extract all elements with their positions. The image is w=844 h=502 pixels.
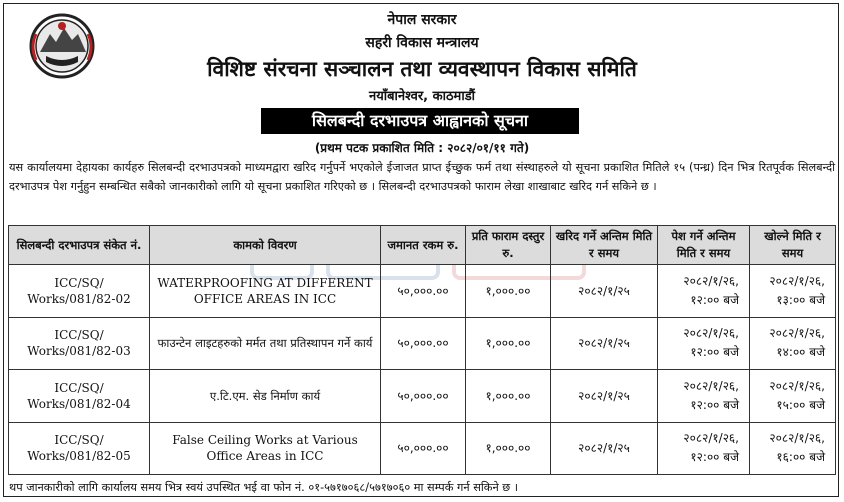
deposit-amount: ५०,०००.०० <box>381 317 466 370</box>
table-header-row <box>9 226 836 265</box>
submission-time: १२:०० बजे <box>690 397 739 412</box>
header-purchase-deadline: खरिद गर्ने अन्तिम मिति र समय <box>551 226 658 265</box>
deposit-amount: ५०,०००.०० <box>381 370 466 423</box>
form-fee: १,०००.०० <box>466 265 551 318</box>
header-code: सिलबन्दी दरभाउपत्र संकेत नं. <box>9 226 150 265</box>
committee-name: विशिष्ट संरचना सञ्चालन तथा व्यवस्थापन विकास समिति <box>207 57 637 81</box>
table-row <box>9 265 836 318</box>
submission-date: २०८२/१/२६, <box>683 326 739 341</box>
submission-deadline <box>658 370 750 423</box>
header-opening-date: खोल्ने मिति र समय <box>750 226 836 265</box>
deposit-amount: ५०,०००.०० <box>381 265 466 318</box>
header-submission-deadline: पेश गर्ने अन्तिम मिति र समय <box>658 226 750 265</box>
office-location: नयाँबानेश्वर, काठमाडौं <box>368 89 476 104</box>
purchase-deadline: २०८२/१/२५ <box>551 317 658 370</box>
purchase-deadline: २०८२/१/२५ <box>551 370 658 423</box>
opening-datetime <box>750 422 836 475</box>
tender-code: ICC/SQ/ Works/081/82-02 <box>9 265 150 318</box>
purchase-deadline: २०८२/१/२५ <box>551 422 658 475</box>
contact-footer: थप जानकारीको लागि कार्यालय समय भित्र स्वयं उपस्थित भई वा फोन नं. ०१-५७१७०६८/५७१७०६० मा सम्पर्क गर्न सकिने छ । <box>9 481 519 494</box>
opening-time: १६:०० बजे <box>776 450 825 465</box>
work-description: फाउन्टेन लाइटहरुको मर्मत तथा प्रतिस्थापन गर्ने कार्य <box>150 317 381 370</box>
submission-deadline <box>658 265 750 318</box>
opening-datetime <box>750 370 836 423</box>
opening-time: १५:०० बजे <box>776 397 825 412</box>
tender-code: ICC/SQ/ Works/081/82-04 <box>9 370 150 423</box>
submission-time: १२:०० बजे <box>690 345 739 360</box>
submission-date: २०८२/१/२६, <box>683 431 739 446</box>
purchase-deadline: २०८२/१/२५ <box>551 265 658 318</box>
table-row <box>9 370 836 423</box>
publication-date: (प्रथम पटक प्रकाशित मिति : २०८२/०१/११ गते) <box>314 141 530 155</box>
header-fee: प्रति फाराम दस्तुर रु. <box>466 226 551 265</box>
opening-time: १४:०० बजे <box>776 345 825 360</box>
opening-time: १३:०० बजे <box>776 292 825 307</box>
header-deposit: जमानत रकम रु. <box>381 226 466 265</box>
submission-deadline <box>658 422 750 475</box>
tender-table <box>8 225 836 475</box>
submission-deadline <box>658 317 750 370</box>
deposit-amount: ५०,०००.०० <box>381 422 466 475</box>
opening-date: २०८२/१/२६, <box>769 273 825 288</box>
submission-time: १२:०० बजे <box>690 292 739 307</box>
submission-date: २०८२/१/२६, <box>683 378 739 393</box>
work-description: False Ceiling Works at Various Office Areas in ICC <box>150 422 381 475</box>
work-description: WATERPROOFING AT DIFFERENT OFFICE AREAS IN ICC <box>150 265 381 318</box>
form-fee: १,०००.०० <box>466 317 551 370</box>
header-description: कामको विवरण <box>150 226 381 265</box>
opening-date: २०८२/१/२६, <box>769 326 825 341</box>
opening-date: २०८२/१/२६, <box>769 378 825 393</box>
opening-datetime <box>750 317 836 370</box>
submission-time: १२:०० बजे <box>690 450 739 465</box>
notice-title: सिलबन्दी दरभाउपत्र आह्वानको सूचना <box>261 108 579 134</box>
government-name: नेपाल सरकार <box>387 12 457 28</box>
tender-code: ICC/SQ/ Works/081/82-03 <box>9 317 150 370</box>
submission-date: २०८२/१/२६, <box>683 273 739 288</box>
tender-code: ICC/SQ/ Works/081/82-05 <box>9 422 150 475</box>
opening-datetime <box>750 265 836 318</box>
work-description: ए.टि.एम. सेड निर्माण कार्य <box>150 370 381 423</box>
ministry-name: सहरी विकास मन्त्रालय <box>365 35 479 51</box>
opening-date: २०८२/१/२६, <box>769 431 825 446</box>
form-fee: १,०००.०० <box>466 422 551 475</box>
form-fee: १,०००.०० <box>466 370 551 423</box>
table-row <box>9 422 836 475</box>
table-row <box>9 317 836 370</box>
notice-intro: यस कार्यालयमा देहायका कार्यहरु सिलबन्दी दरभाउपत्रको माध्यमद्वारा खरिद गर्नुपर्ने भएकोले ईजाजत प्राप्त ईच्छुक फर्म तथा संस्थाहरुले यो सूचना प्रकाशित मितिले १५ (पन्ध्र) दिन भित्र रितपूर्वक सिलबन्दी दरभाउपत्र पेश गर्नुहुन सम्बन्धित सबैको जानकारीको लागि यो सूचना प्रकाशित गरिएको छ । सिलबन्दी दरभाउपत्रको फाराम लेखा शाखाबाट खरिद गर्न सकिने छ । <box>9 161 835 193</box>
